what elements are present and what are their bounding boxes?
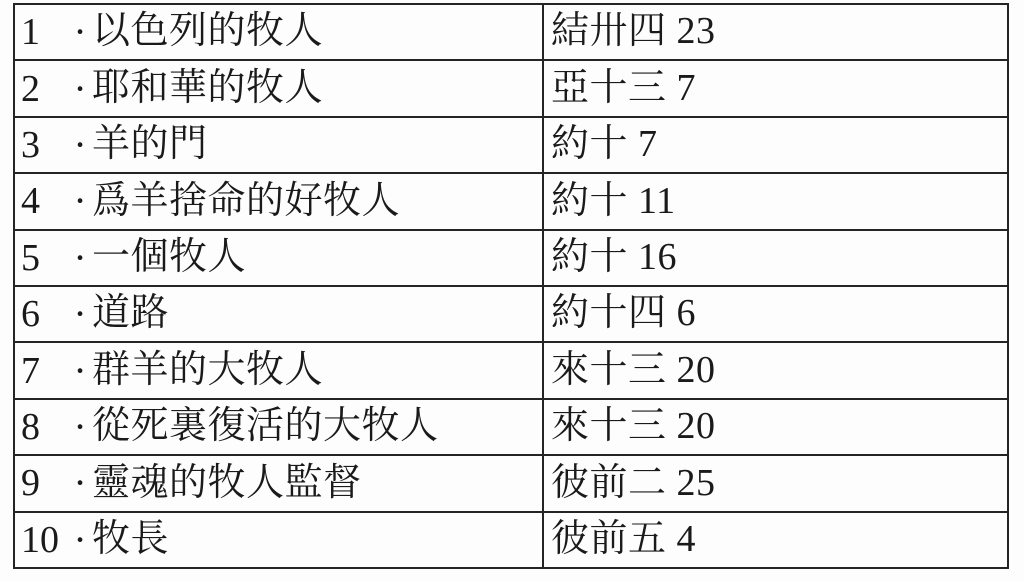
table-row — [15, 343, 1007, 399]
scripture-reference: 約十 16 — [551, 235, 678, 278]
title-cell — [15, 400, 544, 454]
row-number: 6 — [21, 293, 40, 336]
table-row — [15, 231, 1007, 287]
reference-cell — [544, 287, 1007, 341]
bullet-dot-icon: · — [73, 347, 87, 393]
title-cell — [15, 5, 544, 59]
title-text: 一個牧人 — [92, 235, 247, 278]
title-text: 從死裏復活的大牧人 — [92, 405, 439, 448]
scripture-reference: 約十 7 — [551, 123, 658, 166]
table-row — [15, 456, 1007, 512]
table-row — [15, 5, 1007, 61]
table-row — [15, 61, 1007, 117]
reference-cell — [544, 174, 1007, 228]
title-cell — [15, 231, 544, 285]
row-number: 8 — [21, 406, 40, 449]
bullet-dot-icon: · — [73, 178, 87, 224]
scripture-reference: 來十三 20 — [551, 405, 716, 448]
scripture-reference: 亞十三 7 — [551, 66, 697, 109]
scripture-reference: 來十三 20 — [551, 348, 716, 391]
title-text: 耶和華的牧人 — [92, 66, 324, 109]
table-row — [15, 513, 1007, 567]
reference-cell — [544, 456, 1007, 510]
row-number: 3 — [21, 124, 40, 167]
row-number: 7 — [21, 349, 40, 392]
title-cell — [15, 343, 544, 397]
reference-cell — [544, 231, 1007, 285]
title-cell — [15, 456, 544, 510]
bullet-dot-icon: · — [73, 404, 87, 450]
scripture-title-table — [13, 3, 1009, 569]
title-cell — [15, 513, 544, 567]
scripture-reference: 結卅四 23 — [551, 10, 716, 53]
reference-cell — [544, 118, 1007, 172]
row-number: 9 — [21, 462, 40, 505]
table-row — [15, 400, 1007, 456]
title-cell — [15, 287, 544, 341]
scripture-reference: 彼前五 4 — [551, 518, 697, 561]
bullet-dot-icon: · — [73, 234, 87, 280]
bullet-dot-icon: · — [73, 460, 87, 506]
row-number: 4 — [21, 180, 40, 223]
reference-cell — [544, 513, 1007, 567]
bullet-dot-icon: · — [73, 122, 87, 168]
reference-cell — [544, 5, 1007, 59]
reference-cell — [544, 61, 1007, 115]
title-text: 羊的門 — [92, 123, 208, 166]
row-number: 2 — [21, 67, 40, 110]
title-text: 靈魂的牧人監督 — [92, 461, 362, 504]
title-text: 爲羊捨命的好牧人 — [92, 179, 401, 222]
row-number: 10 — [21, 518, 59, 561]
title-cell — [15, 118, 544, 172]
reference-cell — [544, 400, 1007, 454]
row-number: 5 — [21, 236, 40, 279]
bullet-dot-icon: · — [73, 291, 87, 337]
row-number: 1 — [21, 11, 40, 54]
title-text: 道路 — [92, 292, 170, 335]
title-cell — [15, 61, 544, 115]
title-text: 牧長 — [92, 518, 170, 561]
reference-cell — [544, 343, 1007, 397]
title-text: 群羊的大牧人 — [92, 348, 324, 391]
bullet-dot-icon: · — [73, 65, 87, 111]
bullet-dot-icon: · — [73, 516, 87, 562]
title-text: 以色列的牧人 — [92, 10, 324, 53]
scripture-reference: 彼前二 25 — [551, 461, 716, 504]
table-row — [15, 287, 1007, 343]
scripture-reference: 約十四 6 — [551, 292, 697, 335]
table-row — [15, 174, 1007, 230]
title-cell — [15, 174, 544, 228]
bullet-dot-icon: · — [73, 9, 87, 55]
scripture-reference: 約十 11 — [551, 179, 676, 222]
table-row — [15, 118, 1007, 174]
